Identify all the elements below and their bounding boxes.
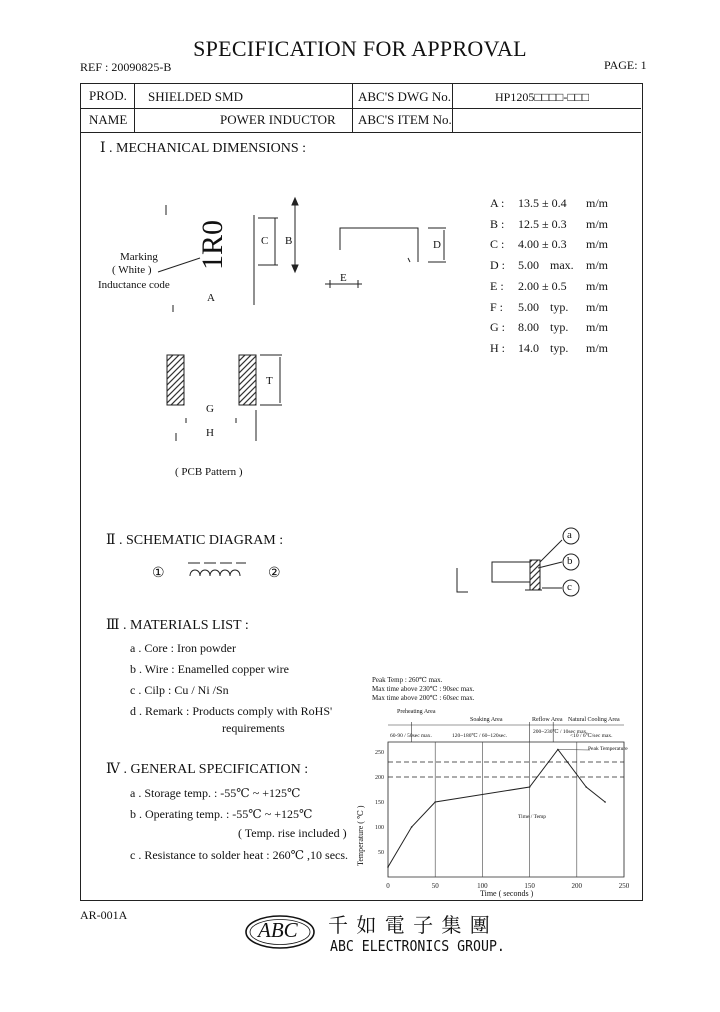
dimension-value: 13.5 ± 0.4	[518, 196, 567, 210]
chart-x-tick-label: 200	[571, 882, 583, 890]
dimension-unit: m/m	[586, 216, 609, 231]
dimension-key: F :	[490, 299, 504, 314]
dimension-key: B :	[490, 216, 505, 231]
spec-item: c . Resistance to solder heat : 260℃ ,10 secs.	[130, 848, 349, 862]
prod-label: PROD.	[89, 88, 127, 103]
dimension-unit: m/m	[586, 237, 609, 252]
dim-label-t: T	[266, 375, 273, 387]
name-value: POWER INDUCTOR	[220, 112, 336, 127]
callout-b: b	[567, 555, 573, 567]
zone-label: Reflow Area	[532, 717, 563, 723]
dim-label-e: E	[340, 272, 347, 284]
dimension-value: 14.0	[518, 340, 539, 355]
form-number: AR-001A	[80, 908, 128, 922]
dimension-value: 12.5 ± 0.3	[518, 216, 567, 231]
company-name-cn: 千 如 電 子 集 團	[328, 913, 491, 937]
chart-x-tick-label: 50	[431, 882, 439, 890]
zone-label: Natural Cooling Area	[568, 717, 620, 723]
callout-c: c	[567, 581, 572, 593]
section-heading-general: Ⅳ . GENERAL SPECIFICATION :	[106, 762, 309, 777]
dimension-key: A :	[490, 196, 505, 210]
chart-x-tick-label: 100	[477, 882, 488, 890]
dimension-unit: m/m	[586, 278, 609, 293]
spec-item: b . Operating temp. : -55℃ ~ +125℃	[130, 807, 313, 821]
zone-sub: 60-90 / 50sec max.	[390, 733, 432, 739]
dim-label-g: G	[206, 403, 214, 415]
zone-sub: 200~230℃ / 10sec max.	[533, 729, 588, 735]
zone-sub: 120~180℃ / 60~120sec.	[452, 733, 508, 739]
dim-label-b: B	[285, 235, 293, 247]
dimension-note: typ.	[550, 340, 569, 355]
chart-x-tick-label: 250	[618, 882, 630, 890]
dimension-note: typ.	[550, 320, 569, 335]
dimension-unit: m/m	[586, 258, 609, 273]
profile-note: Max time above 230℃ : 90sec max.	[372, 685, 475, 693]
dwg-value: HP1205□□□□-□□□	[495, 90, 590, 104]
dimension-key: G :	[490, 320, 505, 335]
dim-label-h: H	[206, 427, 214, 439]
logo-text: ABC	[258, 918, 298, 942]
inner-note: Time / Temp	[518, 814, 547, 820]
pcb-pattern-label: ( PCB Pattern )	[175, 466, 243, 478]
section-heading-schematic: Ⅱ . SCHEMATIC DIAGRAM :	[106, 533, 284, 548]
dimension-key: E :	[490, 278, 504, 293]
dimension-value: 5.00	[518, 299, 539, 314]
dimension-value: 4.00 ± 0.3	[518, 237, 567, 252]
materials-item: c . Cilp : Cu / Ni /Sn	[130, 683, 229, 697]
page-title: SPECIFICATION FOR APPROVAL	[193, 36, 527, 61]
dimension-unit: m/m	[586, 340, 609, 355]
dimension-unit: m/m	[586, 320, 609, 335]
chart-y-tick-label: 200	[375, 775, 384, 781]
dimension-value: 5.00	[518, 258, 539, 273]
materials-remark-cont: requirements	[222, 721, 285, 735]
dimension-unit: m/m	[586, 196, 609, 210]
dimension-unit: m/m	[586, 299, 609, 314]
dim-label-c: C	[261, 235, 269, 247]
pointer-note: Peak Temperature	[588, 746, 628, 752]
spec-item: a . Storage temp. : -55℃ ~ +125℃	[130, 786, 301, 800]
part-marking: 1R0	[196, 219, 229, 270]
name-label: NAME	[89, 112, 128, 127]
company-name-en: ABC ELECTRONICS GROUP.	[330, 937, 505, 955]
pin-1-label: ①	[152, 566, 165, 581]
page-number: PAGE: 1	[604, 58, 647, 72]
materials-item: a . Core : Iron powder	[130, 641, 236, 655]
dwg-label: ABC'S DWG No.	[358, 89, 451, 104]
chart-y-tick-label: 100	[375, 825, 384, 831]
dimension-value: 8.00	[518, 320, 539, 335]
materials-item: d . Remark : Products comply with RoHS'	[130, 704, 333, 718]
zone-label: Preheating Area	[397, 709, 436, 715]
pin-2-label: ②	[268, 566, 281, 581]
marking-color: ( White )	[112, 264, 152, 276]
materials-item: b . Wire : Enamelled copper wire	[130, 662, 289, 676]
dimension-key: C :	[490, 237, 505, 252]
dimension-key: D :	[490, 258, 505, 273]
reference-number: REF : 20090825-B	[80, 60, 172, 74]
dim-label-a: A	[207, 292, 215, 304]
spec-item: ( Temp. rise included )	[238, 826, 347, 840]
marking-label: Marking	[120, 251, 158, 263]
dimension-note: typ.	[550, 299, 569, 314]
chart-xlabel: Time ( seconds )	[480, 889, 534, 898]
chart-y-tick-label: 150	[375, 800, 384, 806]
chart-y-tick-label: 50	[378, 850, 384, 856]
section-heading-materials: Ⅲ . MATERIALS LIST :	[106, 618, 249, 633]
chart-x-tick-label: 150	[524, 882, 535, 890]
prod-value: SHIELDED SMD	[148, 89, 243, 104]
dimension-value: 2.00 ± 0.5	[518, 278, 567, 293]
zone-label: Soaking Area	[470, 717, 503, 723]
chart-ylabel: Temperature ( ℃ )	[356, 805, 365, 866]
section-heading-mechanical: Ⅰ . MECHANICAL DIMENSIONS :	[100, 141, 307, 156]
zone-sub: <10 / 6℃/sec max.	[570, 733, 613, 739]
dimension-key: H :	[490, 340, 505, 355]
callout-a: a	[567, 529, 572, 541]
item-label: ABC'S ITEM No.	[358, 112, 452, 127]
profile-note: Peak Temp : 260℃ max.	[372, 676, 443, 684]
dimension-note: max.	[550, 258, 574, 273]
profile-note: Max time above 200℃ : 60sec max.	[372, 694, 475, 702]
dim-label-d: D	[433, 239, 441, 251]
inductance-code-label: Inductance code	[98, 279, 170, 291]
chart-y-tick-label: 250	[375, 750, 384, 756]
chart-x-tick-label: 0	[386, 882, 390, 890]
